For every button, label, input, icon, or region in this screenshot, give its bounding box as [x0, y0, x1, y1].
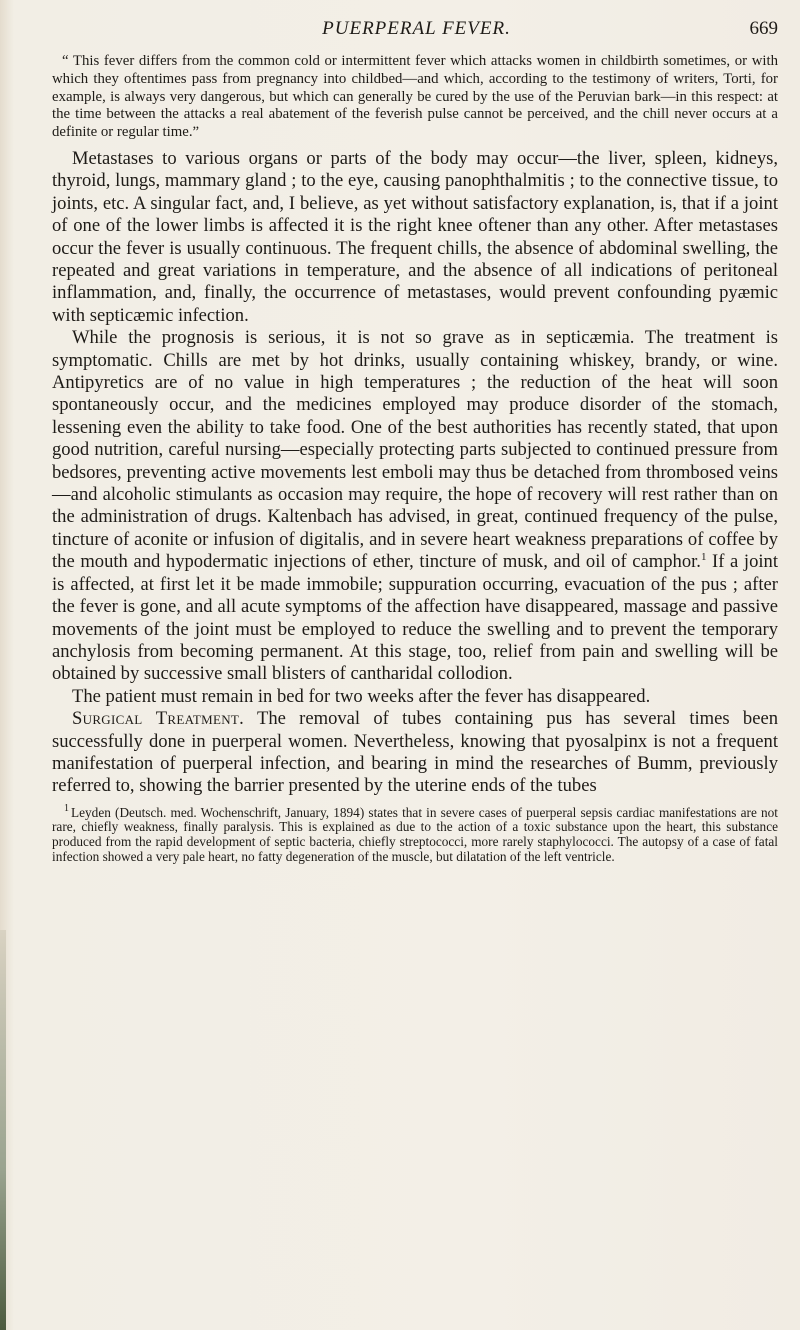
paragraph-metastases: Metastases to various organs or parts of the body may occur—the liver, spleen, kidneys, thyroid, lungs, mammary gland ; to the eye, causing panophthalmitis ; to the connective tissue, to joints, etc. A singular fact, and, I believe, as yet without satisfactory explanation, is, that if a joint of one of the lower limbs is affected it is the right knee oftener than any other. After metastases occur the fever is usually continuous. The frequent chills, the absence of abdominal swelling, the repeated and great variations in temperature, and the absence of all indications of peritoneal inflammation, and, finally, the occurrence of metastases, would prevent confounding pyæmic with septicæmic infection. — [52, 147, 778, 326]
footnote-reference: 1 — [700, 551, 707, 564]
running-title: PUERPERAL FEVER. — [322, 18, 511, 39]
page-binding-edge — [0, 930, 6, 1330]
paragraph-bed-rest: The patient must remain in bed for two weeks after the fever has disappeared. — [72, 685, 651, 707]
block-quote: “ This fever differs from the common cold or intermittent fever which attacks women in childbirth sometimes, or with which they oftentimes pass from pregnancy into childbed—and which, according to the testimony of writers, Torti, for example, is always very dangerous, but which can generally be cured by the use of the Peruvian bark—in this respect: at the time between the attacks a real abatement of the feverish pulse cannot be perceived, and the chill never occurs at a definite or regular time.” — [52, 53, 778, 141]
page-body — [52, 53, 778, 864]
paragraph-surgical-treatment — [52, 708, 778, 798]
paragraph-text: While the prognosis is serious, it is not so grave as in septicæmia. The treatment is symptomatic. Chills are met by hot drinks, usually containing whiskey, brandy, or wine. Antipyretics are of no value in high temperatures ; the reduction of the heat will soon spontaneously occur, and the medicines employed may produce disorder of the stomach, lessening even the ability to take food. One of the best authorities has recently stated, that upon good nutrition, careful nursing—especially protecting parts subjected to continued pressure from bedsores, preventing active movements lest emboli may thus be detached from thrombosed veins—and alcoholic stimulants as occasion may require, the hope of recovery will rest rather than on the administration of drugs. Kaltenbach has advised, in great, continued frequency of the pulse, tincture of aconite or infusion of digitalis, and in severe heart weakness preparations of coffee by the mouth and hypodermatic injections of ether, tincture of musk, and oil of camphor. — [52, 327, 778, 573]
footnote-mark: 1 — [64, 803, 69, 815]
page-number: 669 — [749, 18, 778, 39]
footnote-text: Leyden (Deutsch. med. Wochenschrift, January, 1894) states that in severe cases of puerperal sepsis cardiac manifestations are not rare, chiefly weakness, finally paralysis. This is explained as due to the action of a toxic substance upon the heart, this substance produced from the rapid development of septic bacteria, chiefly streptococci, more rarely staphylococci. The autopsy of a case of fatal infection showed a very pale heart, no fatty degeneration of the muscle, but dilatation of the left ventricle. — [52, 804, 778, 864]
page-header — [55, 14, 778, 40]
section-heading: Surgical Treatment. — [72, 708, 245, 730]
paragraph-prognosis-treatment — [52, 327, 778, 686]
paragraph-text: The removal of tubes containing pus has several times been successfully done in puerperal women. Nevertheless, knowing that pyosalpinx is not a frequent manifestation of puerperal infection, and bearing in mind the researches of Bumm, previously referred to, showing the barrier presented by the uterine ends of the tubes — [52, 708, 778, 797]
footnote — [52, 803, 778, 864]
paragraph-text: If a joint is affected, at first let it be made immobile; suppuration occurring, evacuation of the pus ; after the fever is gone, and all acute symptoms of the affection have disappeared, massage and passive movements of the joint must be employed to reduce the swelling and to prevent the temporary anchylosis from becoming permanent. At this stage, too, relief from pain and swelling will be obtained by successive small blisters of cantharidal collodion. — [52, 551, 778, 685]
